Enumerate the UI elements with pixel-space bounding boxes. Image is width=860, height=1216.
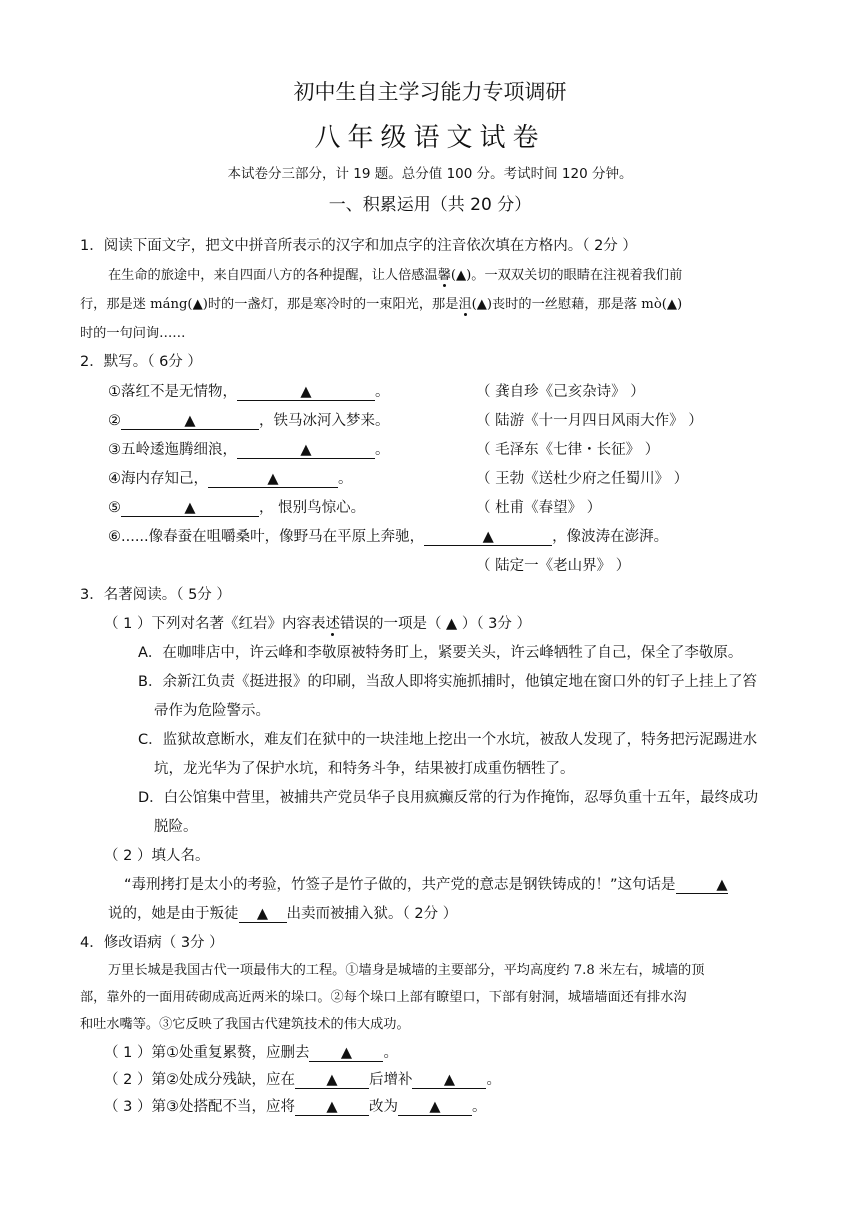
answer-blank[interactable]: ▲ (121, 413, 259, 430)
q4-passage-line3: 和吐水嘴等。③它反映了我国古代建筑技术的伟大成功。 (80, 1017, 410, 1032)
option-c[interactable]: C．监狱故意断水，难友们在狱中的一块洼地上挖出一个水坑，被敌人发现了，特务把污泥踢进水 (138, 732, 758, 748)
item-text: ② (108, 413, 121, 429)
recitation-item-2 (108, 409, 390, 430)
option-b[interactable]: B．余新江负责《挺进报》的印刷，当敌人即将实施抓捕时，他镇定地在窗口外的钉子上挂上了笞 (138, 674, 757, 690)
item-text: ④海内存知己， (108, 471, 208, 487)
sub-text: 。 (486, 1072, 501, 1088)
option-d[interactable]: D．白公馆集中营里，被捕共产党员华子良用疯癫反常的行为作掩饰，忍辱负重十五年，最终成功 (138, 790, 759, 806)
sub-text: （ 2 ）第②处成分残缺，应在 (104, 1072, 295, 1088)
recitation-item-3 (108, 438, 390, 459)
q4-stem: 4．修改语病（ 3分 ） (80, 935, 224, 951)
sub1-text: 错误的一项是（ ▲ ）（ 3分 ） (339, 616, 532, 632)
answer-blank[interactable]: ▲ (237, 442, 375, 459)
answer-blank[interactable]: ▲ (237, 384, 375, 401)
item-text: ①落红不是无情物， (108, 384, 237, 400)
recitation-item-6 (108, 525, 668, 546)
answer-blank[interactable]: ▲ (295, 1072, 369, 1089)
item-text: 。 (375, 442, 390, 458)
quote-text: “毒刑拷打是太小的考验，竹签子是竹子做的，共产党的意志是钢铁铸成的！”这句话是 (124, 877, 676, 893)
answer-blank[interactable]: ▲ (398, 1099, 472, 1116)
recitation-item-4 (108, 467, 353, 488)
item-text: ⑥......像春蚕在咀嚼桑叶，像野马在平原上奔驰， (108, 529, 425, 545)
item-text: ，像波涛在澎湃。 (552, 529, 669, 545)
recitation-source-5: （ 杜甫《春望》 ） (476, 500, 602, 516)
option-d-cont: 脱险。 (154, 819, 198, 835)
q4-sub2 (104, 1068, 501, 1089)
sub-text: 。 (471, 1099, 487, 1115)
quote-text: 出卖而被捕入狱。（ 2分 ） (286, 906, 458, 922)
option-a[interactable]: A．在咖啡店中，许云峰和李敬原被特务盯上，紧要关头，许云峰牺牲了自己，保全了李敬原。 (138, 645, 743, 661)
recitation-source-1: （ 龚自珍《己亥杂诗》 ） (476, 384, 645, 400)
q1-p2a: 行，那是迷 máng(▲)时的一盏灯，那是寒冷时的一束阳光，那是 (80, 297, 459, 312)
answer-blank[interactable]: ▲ (295, 1099, 369, 1116)
q1-stem: 1．阅读下面文字，把文中拼音所表示的汉字和加点字的注音依次填在方格内。（ 2分 ） (80, 238, 637, 254)
sub-text: （ 1 ）第①处重复累赘，应删去 (104, 1045, 310, 1061)
recitation-source-6: （ 陆定一《老山界》 ） (476, 558, 631, 574)
q3-sub2-line1 (124, 873, 728, 894)
section-heading: 一、积累运用（共 20 分） (328, 195, 532, 215)
sub-text: 后增补 (368, 1072, 413, 1088)
sub-text: （ 3 ）第③处搭配不当，应将 (104, 1099, 295, 1115)
q1-p1b: (▲)。一双双关切的眼睛在注视着我们前 (450, 268, 683, 283)
recitation-item-5 (108, 496, 365, 517)
dotted-char: 述 (325, 616, 340, 632)
answer-blank[interactable]: ▲ (676, 877, 728, 894)
item-text: 。 (338, 471, 353, 487)
item-text: 。 (375, 384, 390, 400)
recitation-source-4: （ 王勃《送杜少府之任蜀川》 ） (476, 471, 689, 487)
exam-note: 本试卷分三部分，计 19 题。总分值 100 分。考试时间 120 分钟。 (227, 166, 633, 182)
item-text: ⑤ (108, 500, 121, 516)
answer-blank[interactable]: ▲ (239, 906, 287, 923)
q3-sub1 (104, 612, 531, 633)
recitation-item-1 (108, 380, 390, 401)
answer-blank[interactable]: ▲ (208, 471, 338, 488)
q4-passage-line2: 部，靠外的一面用砖砌成高近两米的垛口。②每个垛口上部有瞭望口，下部有射洞，城墙墙面还有排水沟 (80, 990, 687, 1005)
option-c-cont: 坑，龙光华为了保护水坑，和特务斗争，结果被打成重伤牺牲了。 (154, 761, 575, 777)
sub1-text: （ 1 ）下列对名著《红岩》内容表 (104, 616, 326, 632)
recitation-source-2: （ 陆游《十一月四日风雨大作》 ） (476, 413, 703, 429)
q1-passage-line3: 时的一句问询…… (80, 326, 186, 341)
answer-blank[interactable]: ▲ (121, 500, 259, 517)
answer-blank[interactable]: ▲ (309, 1045, 383, 1062)
q4-sub3 (104, 1095, 486, 1116)
q1-p1a: 在生命的旅途中，来自四面八方的各种提醒，让人倍感温 (108, 268, 438, 283)
dotted-char: 沮 (458, 297, 472, 312)
answer-blank[interactable]: ▲ (412, 1072, 486, 1089)
dotted-char: 馨 (437, 268, 451, 283)
q1-passage-line2 (80, 293, 682, 312)
sub-text: 。 (383, 1045, 398, 1061)
option-b-cont: 帚作为危险警示。 (154, 703, 270, 719)
q3-sub2: （ 2 ）填人名。 (104, 848, 210, 864)
q4-passage-line1: 万里长城是我国古代一项最伟大的工程。①墙身是城墙的主要部分，平均高度约 7.8 米左右，城墙的顶 (108, 963, 705, 978)
q3-stem: 3．名著阅读。（ 5分 ） (80, 587, 231, 603)
exam-title: 初中生自主学习能力专项调研 (293, 80, 567, 104)
q4-sub1 (104, 1041, 398, 1062)
q1-passage-line1 (108, 264, 682, 283)
recitation-source-3: （ 毛泽东《七律・长征》 ） (476, 442, 660, 458)
item-text: ，铁马冰河入梦来。 (259, 413, 390, 429)
item-text: ③五岭逶迤腾细浪， (108, 442, 237, 458)
answer-blank[interactable]: ▲ (424, 529, 552, 546)
quote-text: 说的，她是由于叛徒 (108, 906, 239, 922)
q1-p2b: (▲)丧时的一丝慰藉，那是落 mò(▲) (471, 297, 683, 312)
sub-text: 改为 (368, 1099, 398, 1115)
q3-sub2-line2 (108, 902, 457, 923)
item-text: ， 恨别鸟惊心。 (259, 500, 366, 516)
exam-subtitle: 八年级语文试卷 (314, 123, 546, 153)
q2-stem: 2．默写。（ 6分 ） (80, 354, 202, 370)
